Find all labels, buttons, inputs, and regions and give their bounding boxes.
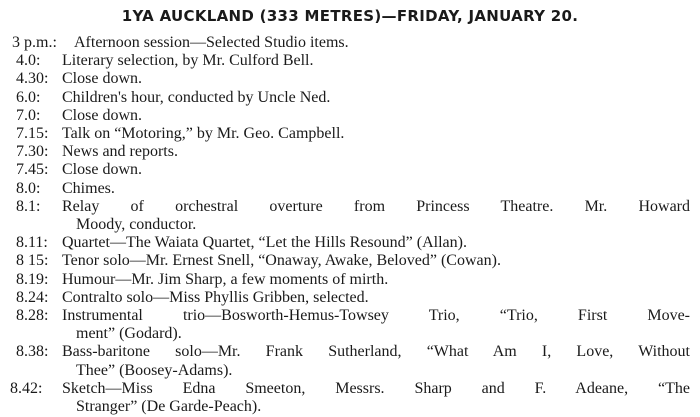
entry-time: 8.0:: [16, 179, 41, 197]
entry-time: 7.30:: [16, 143, 49, 161]
entry-continuation: ment” (Godard).: [76, 325, 182, 343]
entry-time: 6.0:: [16, 88, 41, 106]
entry-text: Humour—Mr. Jim Sharp, a few moments of mirth.: [62, 270, 389, 288]
schedule-entry: [0, 198, 700, 234]
entry-text: News and reports.: [62, 143, 178, 161]
entry-text: Relay of orchestral overture from Princess Theatre. Mr. Howard: [62, 197, 690, 215]
station-heading: 1YA AUCKLAND (333 METRES)—FRIDAY, JANUARY 20.: [121, 7, 579, 25]
schedule-entry: [0, 271, 700, 289]
entry-text: Instrumental trio—Bosworth-Hemus-Towsey Trio, “Trio, First Move-: [62, 307, 690, 325]
schedule-entry: [0, 180, 700, 198]
entry-time: 3 p.m.:: [12, 34, 57, 51]
entry-time: 8.24:: [16, 288, 49, 306]
entry-text: Children's hour, conducted by Uncle Ned.: [62, 88, 331, 106]
schedule-list: [0, 34, 700, 416]
entry-text: Talk on “Motoring,” by Mr. Geo. Campbell.: [62, 125, 345, 143]
entry-time: 8.19:: [16, 270, 49, 288]
entry-time: 4.0:: [16, 52, 41, 70]
schedule-entry: [0, 143, 700, 161]
schedule-entry: [0, 252, 700, 270]
entry-text: Bass-baritone solo—Mr. Frank Sutherland, “What Am I, Love, Without: [62, 343, 690, 361]
entry-text: Literary selection, by Mr. Culford Bell.: [62, 52, 314, 70]
schedule-entry: [0, 380, 700, 416]
schedule-entry: [0, 161, 700, 179]
entry-text: Sketch—Miss Edna Smeeton, Messrs. Sharp and F. Adeane, “The: [62, 379, 690, 397]
schedule-entry: [0, 234, 700, 252]
schedule-entry: [0, 70, 700, 88]
entry-time: 7.45:: [16, 161, 49, 179]
entry-time: 8.11:: [16, 234, 48, 252]
entry-time: 8.38:: [16, 343, 49, 361]
entry-time: 8.28:: [16, 307, 49, 325]
schedule-entry: [0, 34, 700, 52]
schedule-entry: [0, 125, 700, 143]
entry-time: 7.15:: [16, 125, 49, 143]
entry-time: 8.1:: [16, 197, 41, 215]
entry-time: 8.42:: [10, 379, 43, 397]
schedule-entry: [0, 52, 700, 70]
entry-text: Afternoon session—Selected Studio items.: [74, 34, 349, 51]
schedule-entry: [0, 89, 700, 107]
entry-time: 4.30:: [16, 70, 49, 88]
entry-text: Tenor solo—Mr. Ernest Snell, “Onaway, Awake, Beloved” (Cowan).: [62, 252, 501, 270]
entry-time: 7.0:: [16, 106, 41, 124]
entry-text: Close down.: [62, 161, 142, 179]
schedule-entry: [0, 289, 700, 307]
entry-continuation: Moody, conductor.: [76, 216, 197, 234]
entry-text: Close down.: [62, 106, 142, 124]
entry-continuation: Stranger” (De Garde-Peach).: [76, 398, 262, 415]
schedule-entry: [0, 107, 700, 125]
entry-text: Close down.: [62, 70, 142, 88]
entry-text: Quartet—The Waiata Quartet, “Let the Hills Resound” (Allan).: [62, 234, 467, 252]
entry-text: Contralto solo—Miss Phyllis Gribben, selected.: [62, 288, 369, 306]
schedule-entry: [0, 343, 700, 379]
entry-time: 8 15:: [16, 252, 49, 270]
entry-text: Chimes.: [62, 179, 115, 197]
entry-continuation: Thee” (Boosey-Adams).: [76, 361, 233, 379]
schedule-entry: [0, 307, 700, 343]
